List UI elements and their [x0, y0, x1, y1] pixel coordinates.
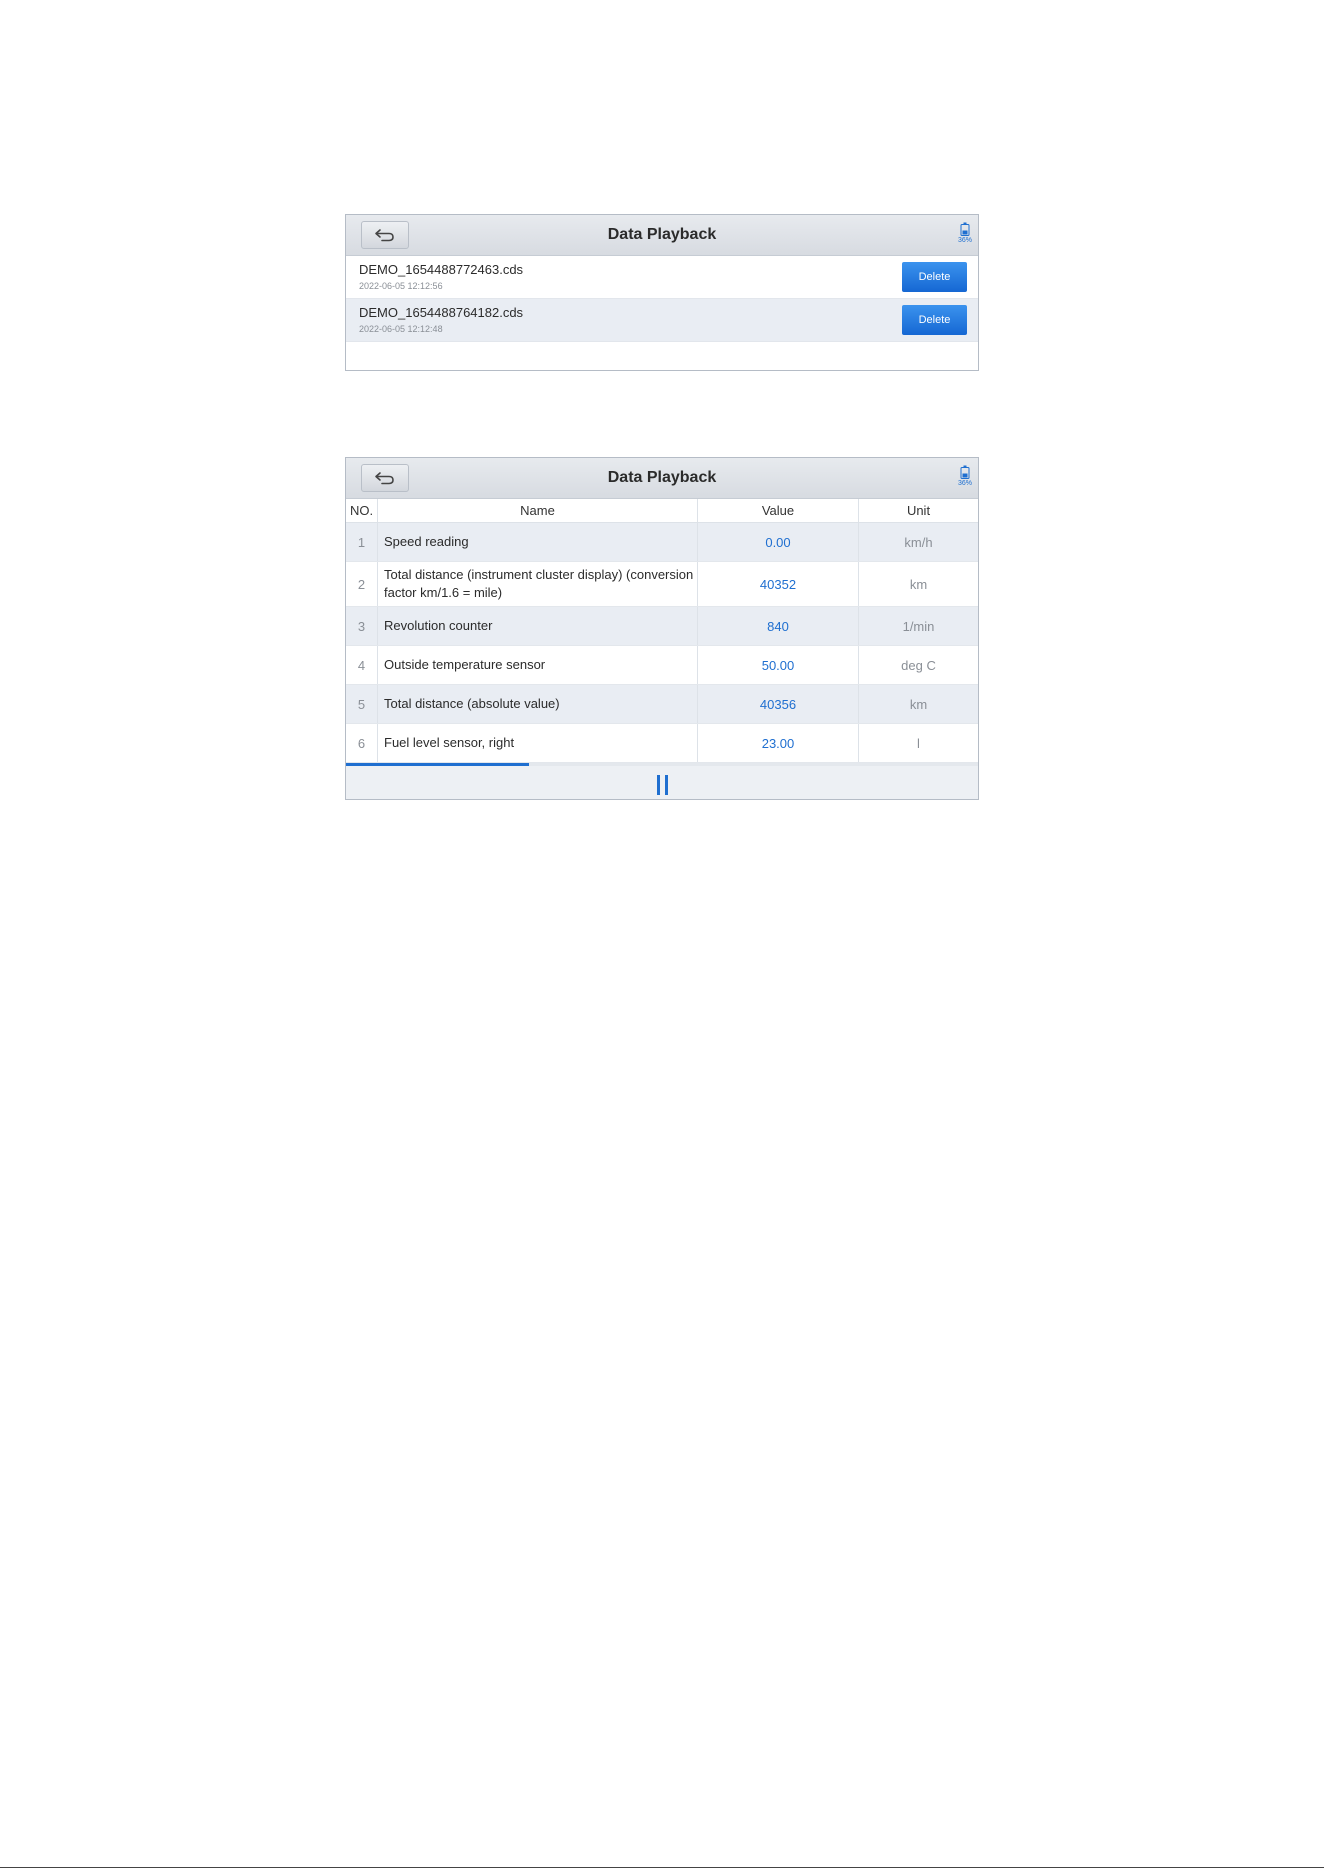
- row-unit: 1/min: [902, 618, 935, 634]
- row-value: 40356: [698, 685, 859, 723]
- column-header-no: NO.: [346, 499, 378, 522]
- table-row[interactable]: [346, 523, 978, 562]
- row-name: Outside temperature sensor: [378, 646, 698, 684]
- pause-button[interactable]: [652, 774, 672, 796]
- table-header: [346, 499, 978, 523]
- row-name: Revolution counter: [378, 607, 698, 645]
- row-name: Total distance (instrument cluster display) (conversion factor km/1.6 = mile): [378, 562, 698, 606]
- data-table-body[interactable]: [346, 523, 978, 763]
- page-title: Data Playback: [607, 226, 717, 243]
- row-unit: km/h: [904, 534, 933, 550]
- row-value: 40352: [698, 562, 859, 606]
- back-button[interactable]: [361, 464, 409, 492]
- file-name: DEMO_1654488764182.cds: [359, 305, 524, 320]
- back-button[interactable]: [361, 221, 409, 249]
- table-row[interactable]: [346, 562, 978, 607]
- row-unit: km: [909, 696, 928, 712]
- battery-percent: 36%: [957, 480, 972, 487]
- row-name: Speed reading: [378, 523, 698, 561]
- row-value: 50.00: [698, 646, 859, 684]
- battery-indicator: [956, 222, 974, 248]
- page-footer-rule: [0, 1867, 1324, 1868]
- row-number: 3: [346, 607, 378, 645]
- back-arrow-icon: [374, 228, 396, 242]
- file-list-item[interactable]: [346, 299, 978, 342]
- row-number: 4: [346, 646, 378, 684]
- file-date: 2022-06-05 12:12:56: [359, 281, 443, 291]
- table-row[interactable]: [346, 646, 978, 685]
- pause-icon: [665, 775, 668, 795]
- battery-percent: 36%: [957, 237, 972, 244]
- column-header-name: Name: [378, 499, 698, 522]
- row-number: 6: [346, 724, 378, 762]
- file-list-item[interactable]: [346, 256, 978, 299]
- battery-icon: [960, 465, 970, 479]
- row-number: 5: [346, 685, 378, 723]
- playback-controls: [346, 766, 978, 800]
- column-header-unit: Unit: [906, 503, 931, 518]
- pause-icon: [657, 775, 660, 795]
- playback-progress-fill: [346, 763, 529, 766]
- row-number: 1: [346, 523, 378, 561]
- row-number: 2: [346, 562, 378, 606]
- table-row[interactable]: [346, 607, 978, 646]
- row-value: 840: [698, 607, 859, 645]
- file-date: 2022-06-05 12:12:48: [359, 324, 443, 334]
- battery-indicator: [956, 465, 974, 491]
- row-name: Total distance (absolute value): [378, 685, 698, 723]
- table-row[interactable]: [346, 724, 978, 763]
- row-name: Fuel level sensor, right: [378, 724, 698, 762]
- file-name: DEMO_1654488772463.cds: [359, 262, 524, 277]
- row-unit: deg C: [901, 657, 936, 673]
- delete-button[interactable]: Delete: [902, 262, 967, 292]
- row-unit: l: [917, 735, 920, 751]
- back-arrow-icon: [374, 471, 396, 485]
- column-header-value: Value: [698, 499, 859, 522]
- playback-progress-bar[interactable]: [346, 763, 978, 766]
- row-value: 0.00: [698, 523, 859, 561]
- data-playback-file-list-screen: [345, 214, 979, 371]
- row-value: 23.00: [698, 724, 859, 762]
- data-playback-table-screen: [345, 457, 979, 800]
- title-bar: [346, 458, 978, 499]
- page-title: Data Playback: [607, 469, 717, 486]
- delete-button[interactable]: Delete: [902, 305, 967, 335]
- title-bar: [346, 215, 978, 256]
- battery-icon: [960, 222, 970, 236]
- file-list: [346, 256, 978, 342]
- row-unit: km: [909, 576, 928, 592]
- table-row[interactable]: [346, 685, 978, 724]
